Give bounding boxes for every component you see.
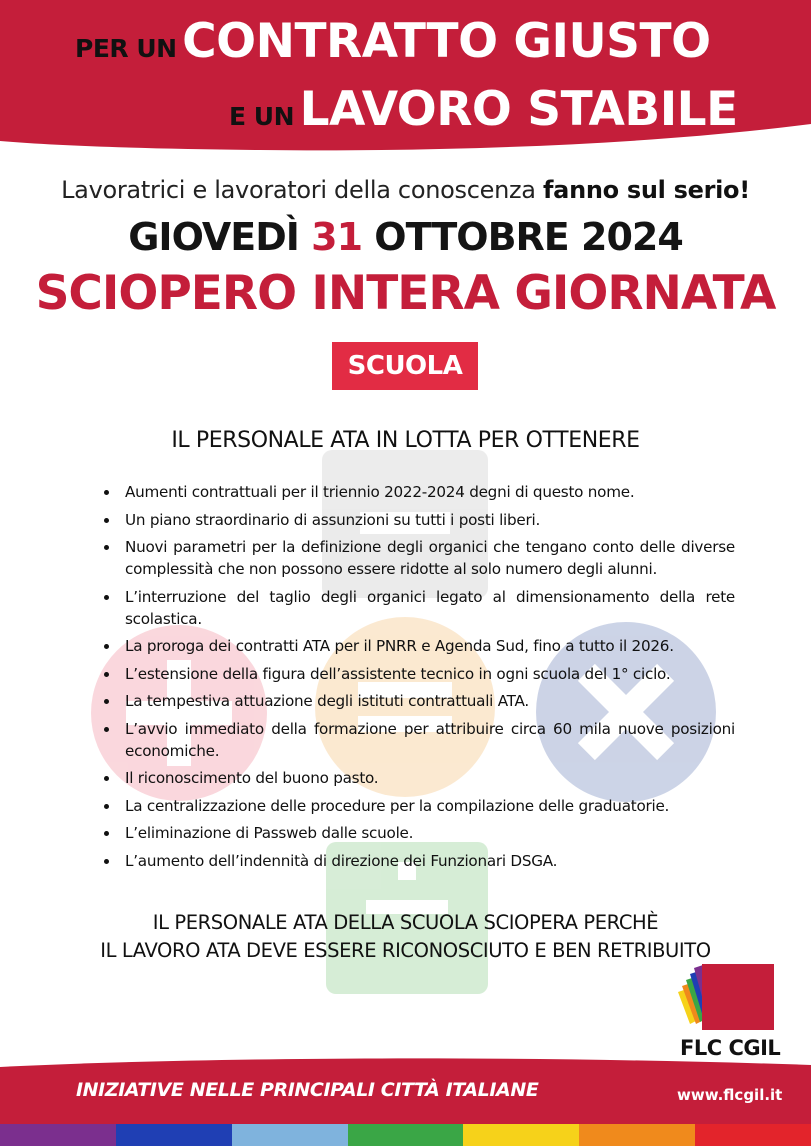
header-line-2-big: LAVORO STABILE: [299, 82, 738, 137]
closing-line-1: IL PERSONALE ATA DELLA SCUOLA SCIOPERA PERCHÈ: [152, 911, 659, 934]
closing-statement: [0, 909, 811, 965]
stripe-green: [348, 1124, 464, 1146]
list-item: La centralizzazione delle procedure per la compilazione delle graduatorie.: [103, 795, 735, 817]
subtitle: [0, 176, 811, 204]
list-item: La proroga dei contratti ATA per il PNRR e Agenda Sud, fino a tutto il 2026.: [103, 635, 735, 657]
header-line-2-small: E UN: [229, 102, 295, 131]
date-day: GIOVEDÌ: [128, 215, 299, 259]
header-line-1-small: PER UN: [75, 34, 177, 63]
list-item: Aumenti contrattuali per il triennio 2022-2024 degni di questo nome.: [103, 481, 735, 503]
date-month-year: OTTOBRE 2024: [374, 215, 683, 259]
list-item: L’eliminazione di Passweb dalle scuole.: [103, 822, 735, 844]
sector-badge: SCUOLA: [332, 342, 478, 390]
stripe-orange: [579, 1124, 695, 1146]
subtitle-bold: fanno sul serio!: [543, 176, 750, 204]
stripe-light-blue: [232, 1124, 348, 1146]
list-item: Il riconoscimento del buono pasto.: [103, 767, 735, 789]
footer-text: INIZIATIVE NELLE PRINCIPALI CITTÀ ITALIANE: [76, 1079, 539, 1101]
stripe-purple: [0, 1124, 116, 1146]
list-item: L’estensione della figura dell’assistente tecnico in ogni scuola del 1° ciclo.: [103, 663, 735, 685]
strike-title: SCIOPERO INTERA GIORNATA: [35, 266, 776, 321]
list-item: La tempestiva attuazione degli istituti contrattuali ATA.: [103, 690, 735, 712]
list-item: Nuovi parametri per la definizione degli organici che tengano conto delle diverse complessità che non possono essere ridotte al solo numero degli alunni.: [103, 536, 735, 580]
stripe-yellow: [463, 1124, 579, 1146]
list-item: L’interruzione del taglio degli organici legato al dimensionamento della rete scolastica.: [103, 586, 735, 630]
rainbow-stripe: [0, 1124, 811, 1146]
demands-list: [103, 481, 735, 877]
strike-date: [0, 215, 811, 259]
header-line-1-big: CONTRATTO GIUSTO: [182, 14, 711, 69]
list-item: L’aumento dell’indennità di direzione dei Funzionari DSGA.: [103, 850, 735, 872]
list-item: Un piano straordinario di assunzioni su tutti i posti liberi.: [103, 509, 735, 531]
demands-title: IL PERSONALE ATA IN LOTTA PER OTTENERE: [171, 428, 640, 453]
footer-url[interactable]: www.flcgil.it: [677, 1086, 783, 1104]
subtitle-regular: Lavoratrici e lavoratori della conoscenza: [61, 176, 536, 204]
date-number: 31: [311, 215, 363, 259]
stripe-blue: [116, 1124, 232, 1146]
logo-text: FLC CGIL: [680, 1036, 781, 1060]
closing-line-2: IL LAVORO ATA DEVE ESSERE RICONOSCIUTO E BEN RETRIBUITO: [100, 939, 711, 962]
list-item: L’avvio immediato della formazione per attribuire circa 60 mila nuove posizioni economiche.: [103, 718, 735, 762]
stripe-red: [695, 1124, 811, 1146]
